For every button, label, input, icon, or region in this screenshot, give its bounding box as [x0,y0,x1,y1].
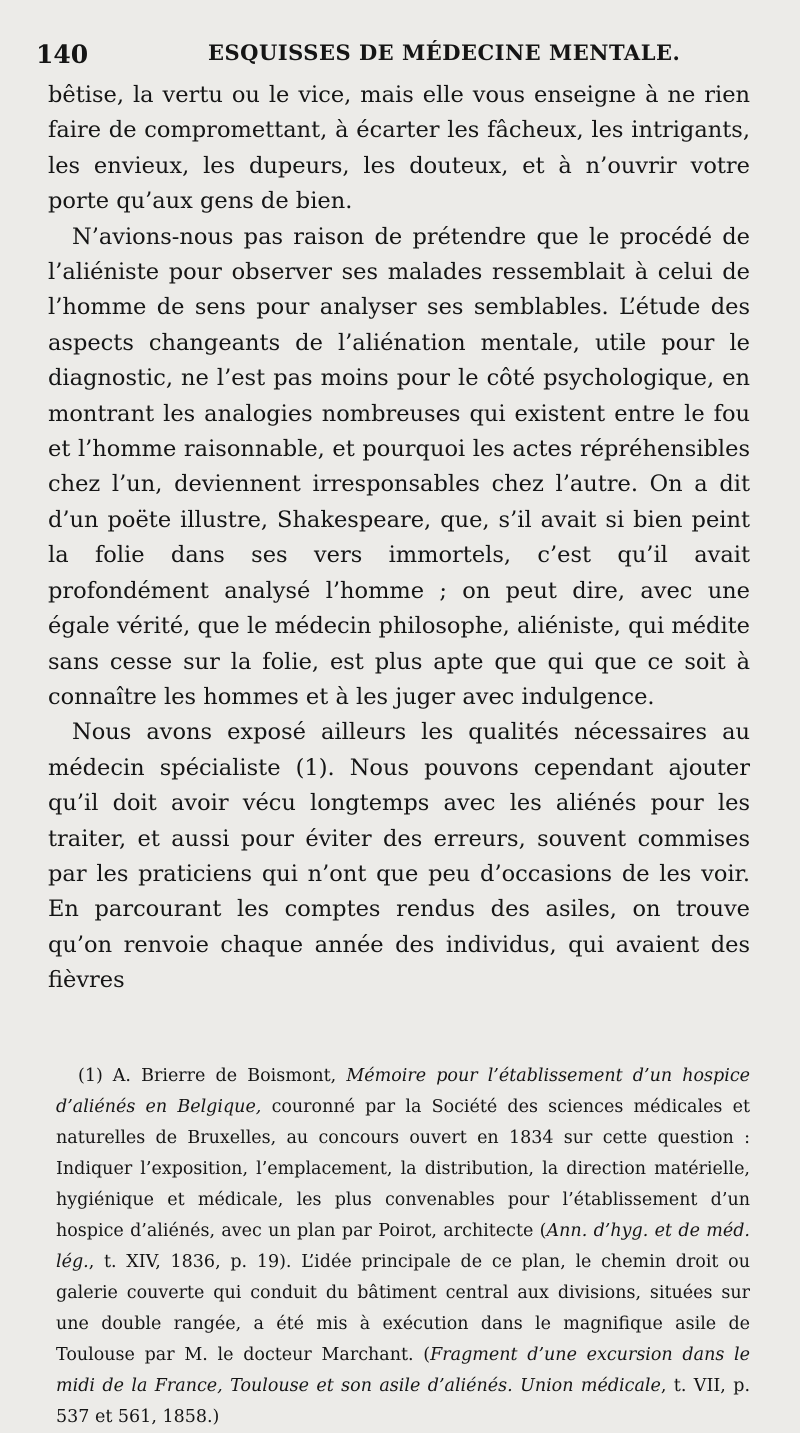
footnote-separator [48,999,750,1061]
page-header [36,30,750,78]
footnote-fragment: Fragment d’une excursion dans le midi de la France, Toulouse et son asile d’aliénés. Union médicale [56,1344,750,1396]
paragraph-1: bêtise, la vertu ou le vice, mais elle vous enseigne à ne rien faire de compromettant, à écarter les fâcheux, les intrigants, les envieux, les dupeurs, les douteux, et à n’ouvrir votre porte qu’aux gens de bien. [48,82,750,215]
running-title: ESQUISSES DE MÉDECINE MENTALE. [208,40,681,65]
footnote-marker: (1) [78,1065,103,1086]
footnote-journal: Ann. d’hyg. et de méd. lég. [56,1220,750,1272]
footnote [56,1061,750,1433]
paragraph-3 [48,715,750,998]
paragraph-3-end: . Nous pouvons cependant ajouter qu’il doit avoir vécu longtemps avec les aliénés pour les traiter, et aussi pour éviter des erreurs, souvent commises par les praticiens qui n’ont que peu d’occasions de les voir. En parcourant les comptes rendus des asiles, on trouve qu’on renvoie chaque année des individus, qui avaient des fièvres [48,754,750,994]
footnote-text-1: couronné par la Société des sciences médicales et naturelles de Bruxelles, au concours ouvert en 1834 sur cette question : Indiquer l’exposition, l’emplacement, la distribution, la direction matérielle, hygiénique et médicale, les plus convenables pour l’établissement d’un hospice d’aliénés, avec un plan par Poirot, architecte ( [56,1096,750,1241]
footnote-reference: (1) [295,754,328,781]
paragraph-3-start: Nous avons exposé ailleurs les qualités nécessaires au médecin spécialiste [48,719,750,781]
paragraph-2: N’avions-nous pas raison de prétendre que le procédé de l’aliéniste pour observer ses malades ressemblait à celui de l’homme de sens pour analyser ses semblables. L’étude des aspects changeants de l’aliénation mentale, utile pour le diagnostic, ne l’est pas moins pour le côté psychologique, en montrant les analogies nombreuses qui existent entre le fou et l’homme raisonnable, et pourquoi les actes répréhensibles chez l’un, deviennent irresponsables chez l’autre. On a dit d’un poëte illustre, Shakespeare, que, s’il avait si bien peint la folie dans ses vers immortels, c’est qu’il avait profondément analysé l’homme ; on peut dire, avec une égale vérité, que le médecin philosophe, aliéniste, qui médite sans cesse sur la folie, est plus apte que qui que ce soit à connaître les hommes et à les juger avec indulgence. [48,223,750,710]
footnote-text-2: , t. XIV, 1836, p. 19). L’idée principale de ce plan, le chemin droit ou galerie couverte qui conduit du bâtiment central aux divisions, situées sur une double rangée, a été mis à exécution dans le magnifique asile de Toulouse par M. le docteur Marchant. ( [56,1251,750,1365]
footnote-author: A. Brierre de Boismont, [112,1065,337,1086]
page-number: 140 [36,40,89,69]
footnote-title: Mémoire pour l’établissement d’un hospice d’aliénés en Belgique, [56,1065,750,1117]
footnote-text-3: , t. VII, p. 537 et 561, 1858.) [56,1375,751,1427]
main-text [48,78,750,999]
footnote-paragraph [56,1061,750,1433]
